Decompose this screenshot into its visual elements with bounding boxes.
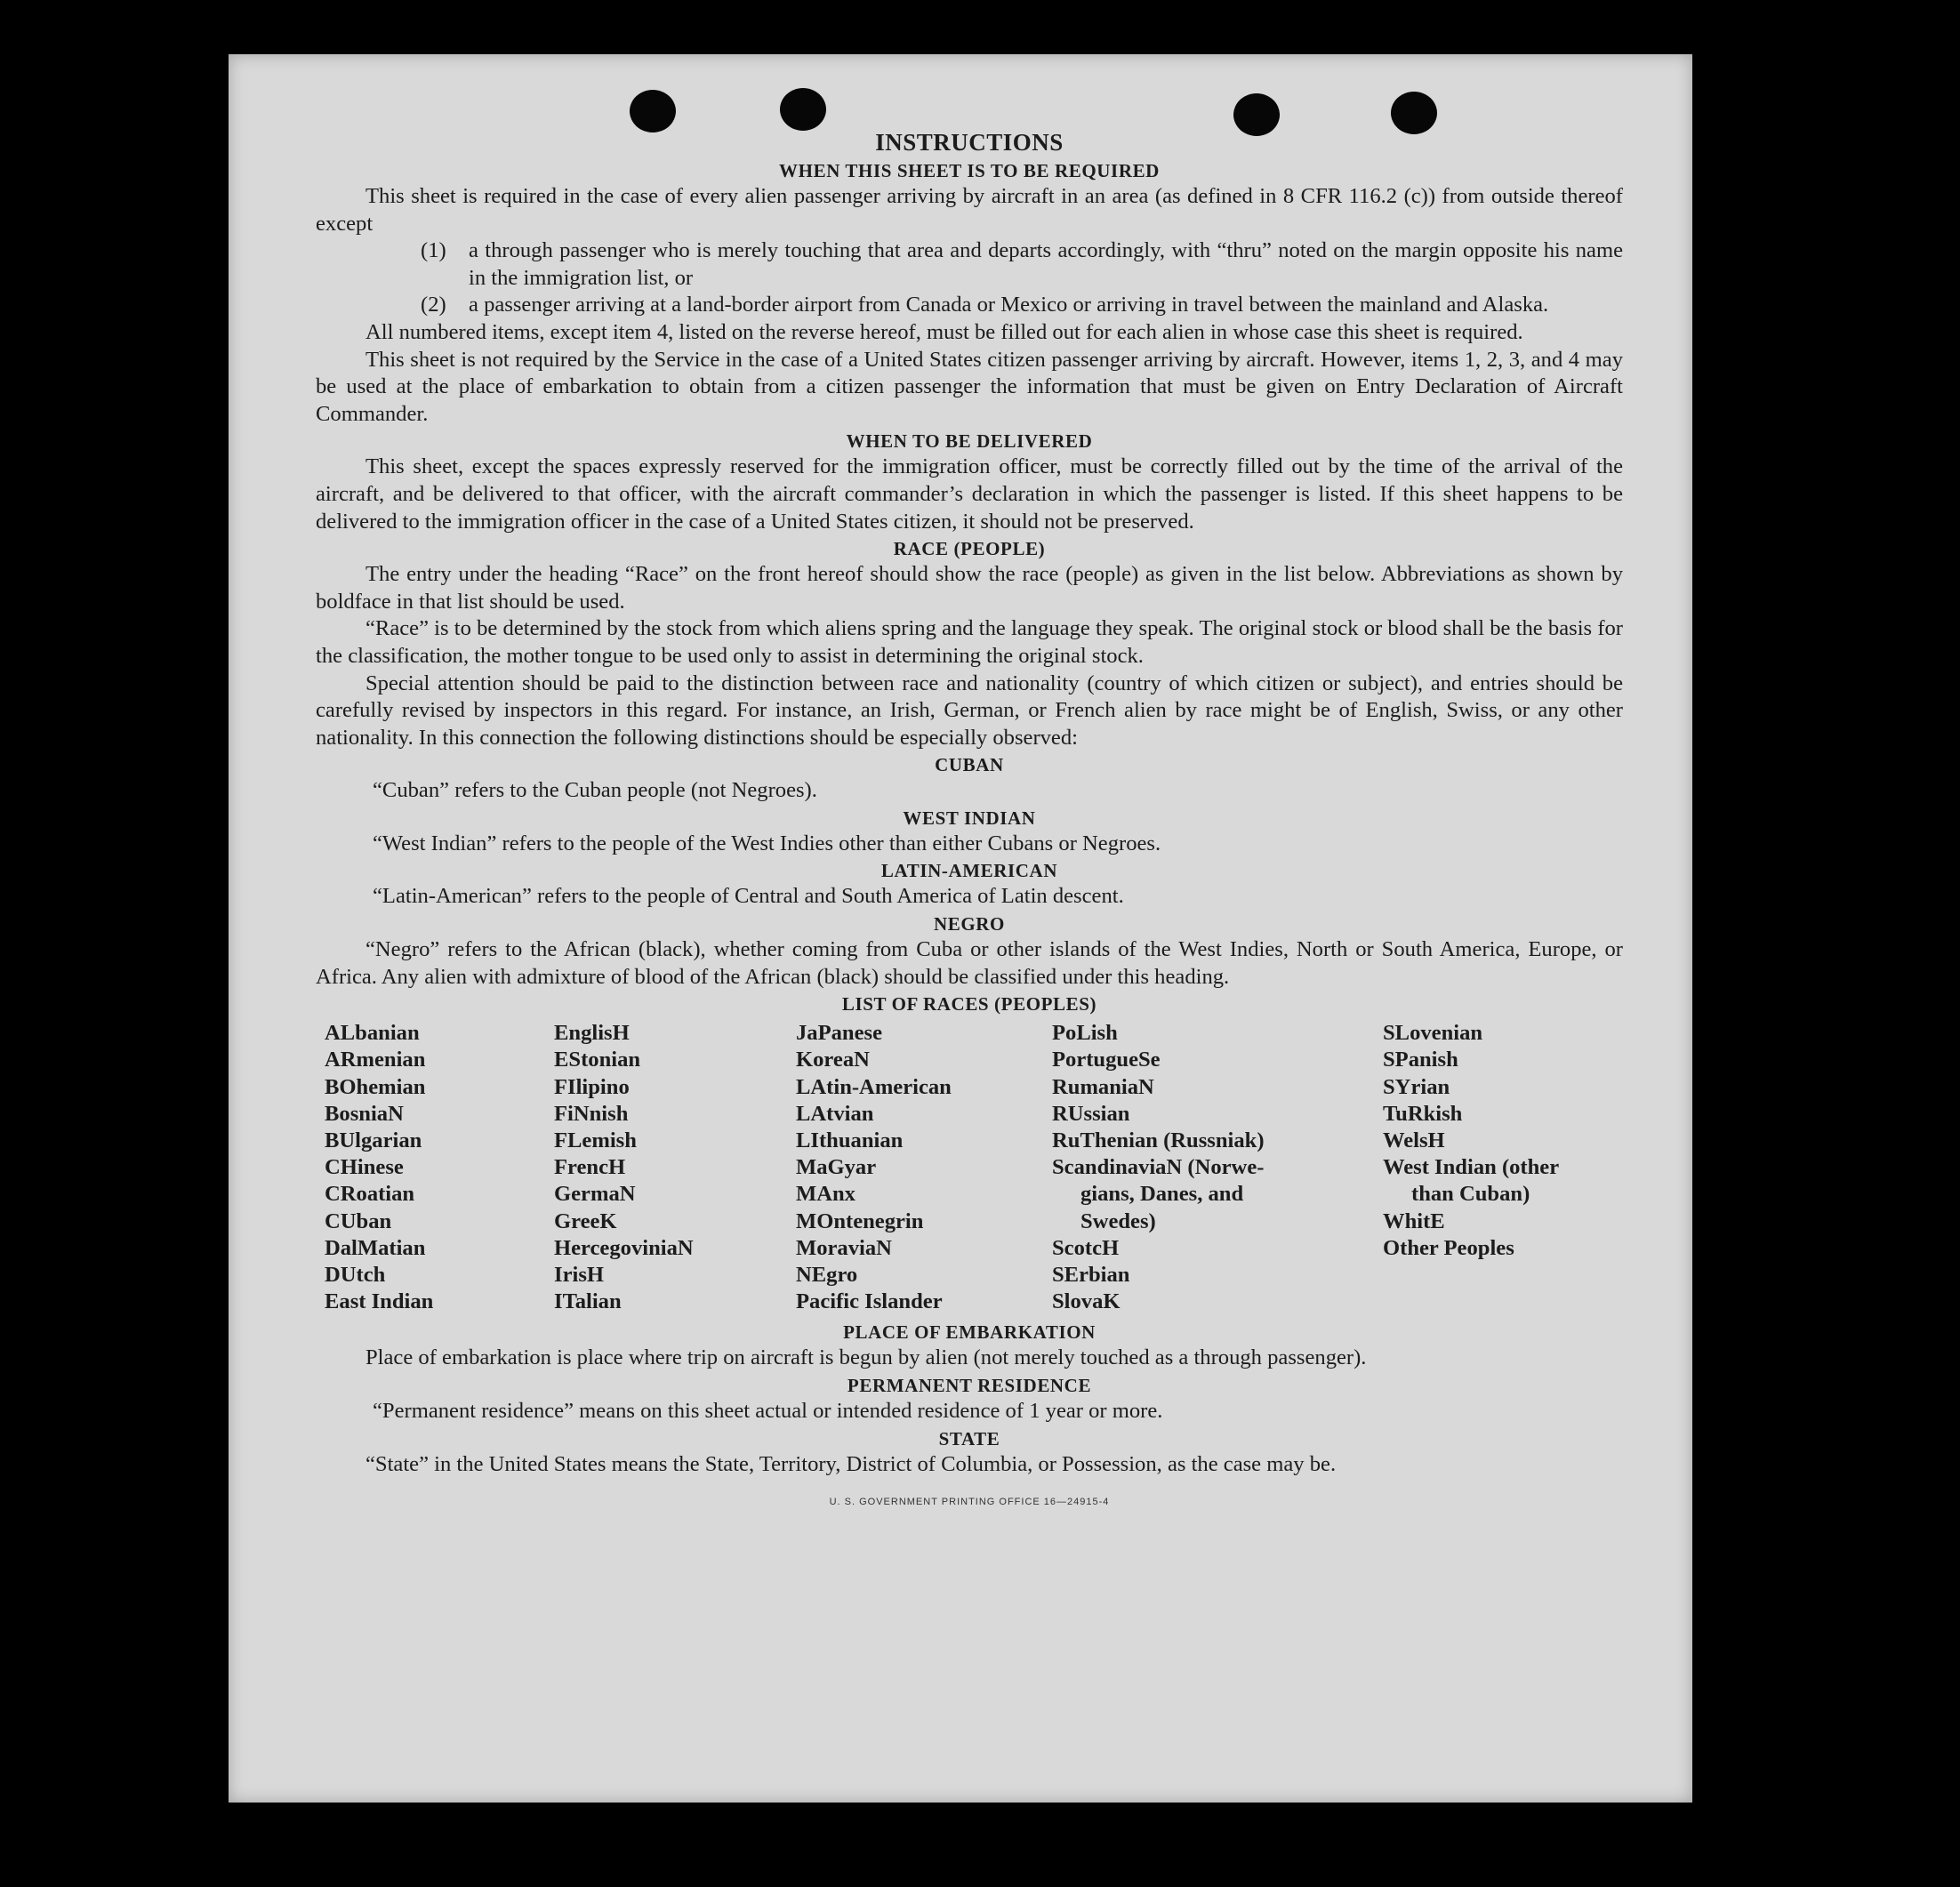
race-entry: SPanish <box>1383 1048 1458 1072</box>
race-entry: EnglisH <box>554 1021 630 1046</box>
paragraph: “Race” is to be determined by the stock from which aliens spring and the language they speak. The original stock or blood shall be the basis for the classification, the mother tongue to be used only to assist in determining the original stock. <box>316 616 1623 668</box>
race-entry: JaPanese <box>796 1021 882 1046</box>
race-entry: DalMatian <box>325 1235 426 1260</box>
race-entry: EStonian <box>554 1048 641 1072</box>
race-entry: MOntenegrin <box>796 1208 924 1233</box>
section-heading: PLACE OF EMBARKATION <box>843 1321 1096 1344</box>
section-heading: RACE (PEOPLE) <box>893 538 1046 560</box>
item-text: a through passenger who is merely touching that area and departs accordingly, with “thru” noted on the margin opposite his name in the immigration list, or <box>469 238 1623 290</box>
race-entry: GreeK <box>554 1208 617 1233</box>
race-entry: ITalian <box>554 1289 622 1314</box>
paragraph: “Cuban” refers to the Cuban people (not Negroes). <box>373 778 817 803</box>
race-entry: ScotcH <box>1052 1235 1120 1260</box>
race-entry: PortugueSe <box>1052 1048 1161 1072</box>
section-heading: WEST INDIAN <box>903 807 1036 829</box>
race-entry: than Cuban) <box>1411 1182 1530 1207</box>
document-sheet <box>229 54 1692 1803</box>
race-entry: ALbanian <box>325 1021 420 1046</box>
race-entry: MoraviaN <box>796 1235 892 1260</box>
race-entry: HercegoviniaN <box>554 1235 694 1260</box>
race-column <box>554 1020 796 1315</box>
race-entry: RUssian <box>1052 1101 1130 1126</box>
race-entry: NEgro <box>796 1263 858 1288</box>
race-entry: GermaN <box>554 1182 636 1207</box>
race-entry: MAnx <box>796 1182 855 1207</box>
race-entry: Pacific Islander <box>796 1289 943 1314</box>
race-entry: Swedes) <box>1080 1208 1156 1233</box>
paragraph: Place of embarkation is place where trip on aircraft is begun by alien (not merely touched as a through passenger). <box>365 1345 1367 1370</box>
race-entry: MaGyar <box>796 1155 877 1180</box>
race-entry: SYrian <box>1383 1074 1450 1099</box>
race-entry: SErbian <box>1052 1263 1130 1288</box>
item-number: (1) <box>421 238 446 263</box>
race-list <box>316 1020 1623 1315</box>
race-entry: FrencH <box>554 1155 626 1180</box>
race-entry: IrisH <box>554 1263 605 1288</box>
race-column <box>325 1020 554 1315</box>
race-entry: TuRkish <box>1383 1101 1463 1126</box>
section-heading: WHEN THIS SHEET IS TO BE REQUIRED <box>779 160 1160 181</box>
race-entry: LIthuanian <box>796 1128 904 1153</box>
punch-hole <box>780 88 826 131</box>
race-entry: FIlipino <box>554 1074 630 1099</box>
race-entry: CRoatian <box>325 1182 415 1207</box>
race-entry: BOhemian <box>325 1074 426 1099</box>
race-entry: RuThenian (Russniak) <box>1052 1128 1265 1153</box>
race-entry: ARmenian <box>325 1048 426 1072</box>
race-entry: PoLish <box>1052 1021 1118 1046</box>
list-item <box>421 237 1623 292</box>
paragraph: “Latin-American” refers to the people of Central and South America of Latin descent. <box>373 884 1124 909</box>
paragraph: The entry under the heading “Race” on the front hereof should show the race (people) as given in the list below. Abbreviations as shown by boldface in that list should be used. <box>316 562 1623 614</box>
race-entry: RumaniaN <box>1052 1074 1154 1099</box>
paragraph: “Negro” refers to the African (black), whether coming from Cuba or other islands of the West Indies, North or South America, Europe, or Africa. Any alien with admixture of blood of the African (black) should be classified under this heading. <box>316 937 1623 989</box>
race-column <box>1052 1020 1383 1315</box>
section-heading: WHEN TO BE DELIVERED <box>846 430 1093 453</box>
race-entry: East Indian <box>325 1289 434 1314</box>
race-entry: gians, Danes, and <box>1080 1182 1244 1207</box>
paragraph: This sheet is required in the case of every alien passenger arriving by aircraft in an area (as defined in 8 CFR 116.2 (c)) from outside thereof except <box>316 184 1623 236</box>
race-entry: WelsH <box>1383 1128 1445 1153</box>
list-item <box>421 292 1623 319</box>
race-entry: FiNnish <box>554 1101 629 1126</box>
item-number: (2) <box>421 293 446 317</box>
race-entry: FLemish <box>554 1128 637 1153</box>
paragraph: All numbered items, except item 4, listed on the reverse hereof, must be filled out for each alien in whose case this sheet is required. <box>365 319 1523 344</box>
section-heading: STATE <box>938 1427 1000 1449</box>
printer-imprint: U. S. GOVERNMENT PRINTING OFFICE 16—24915-4 <box>829 1497 1110 1508</box>
race-column <box>1383 1020 1623 1315</box>
race-entry: DUtch <box>325 1263 386 1288</box>
paragraph: This sheet is not required by the Service in the case of a United States citizen passenger arriving by aircraft. However, items 1, 2, 3, and 4 may be used at the place of embarkation to obtain from a citizen passenger the information that must be given on Entry Declaration of Aircraft Commander. <box>316 347 1623 426</box>
race-entry: LAtvian <box>796 1101 874 1126</box>
paragraph: “Permanent residence” means on this sheet actual or intended residence of 1 year or more. <box>373 1399 1163 1424</box>
page-title: INSTRUCTIONS <box>875 129 1064 156</box>
paragraph: This sheet, except the spaces expressly reserved for the immigration officer, must be correctly filled out by the time of the arrival of the aircraft, and be delivered to that officer, with the aircraft commander’s declaration in which the passenger is listed. If this sheet happens to be delivered to the immigration officer in the case of a United States citizen, it should not be preserved. <box>316 454 1623 534</box>
race-entry: ScandinaviaN (Norwe- <box>1052 1155 1265 1180</box>
race-entry: LAtin-American <box>796 1074 952 1099</box>
race-group <box>1383 1020 1623 1154</box>
punch-hole <box>630 90 676 132</box>
section-heading: LIST OF RACES (PEOPLES) <box>841 993 1097 1016</box>
race-entry: CUban <box>325 1208 392 1233</box>
race-group <box>1052 1020 1383 1154</box>
race-entry: SlovaK <box>1052 1289 1121 1314</box>
section-heading: LATIN-AMERICAN <box>880 860 1058 882</box>
race-entry: West Indian (other <box>1383 1155 1560 1180</box>
item-text: a passenger arriving at a land-border airport from Canada or Mexico or arriving in travel between the mainland and Alaska. <box>469 293 1549 317</box>
race-entry: KoreaN <box>796 1048 870 1072</box>
paragraph: “State” in the United States means the State, Territory, District of Columbia, or Possession, as the case may be. <box>365 1451 1337 1476</box>
paragraph: Special attention should be paid to the distinction between race and nationality (country of which citizen or subject), and entries should be carefully revised by inspectors in this regard. For instance, an Irish, German, or French alien by race might be of English, Swiss, or any other nationality. In this connection the following distinctions should be especially observed: <box>316 670 1623 750</box>
race-column <box>796 1020 1052 1315</box>
section-heading: PERMANENT RESIDENCE <box>847 1375 1092 1397</box>
paragraph: “West Indian” refers to the people of the West Indies other than either Cubans or Negroes. <box>373 831 1161 855</box>
race-entry: WhitE <box>1383 1208 1445 1233</box>
section-heading: CUBAN <box>935 754 1004 776</box>
section-heading: NEGRO <box>933 913 1005 935</box>
race-entry: SLovenian <box>1383 1021 1483 1046</box>
race-entry: CHinese <box>325 1155 404 1180</box>
instructions-content <box>316 127 1623 1516</box>
race-entry: Other Peoples <box>1383 1235 1514 1260</box>
race-entry: BosniaN <box>325 1101 404 1126</box>
race-entry: BUlgarian <box>325 1128 422 1153</box>
